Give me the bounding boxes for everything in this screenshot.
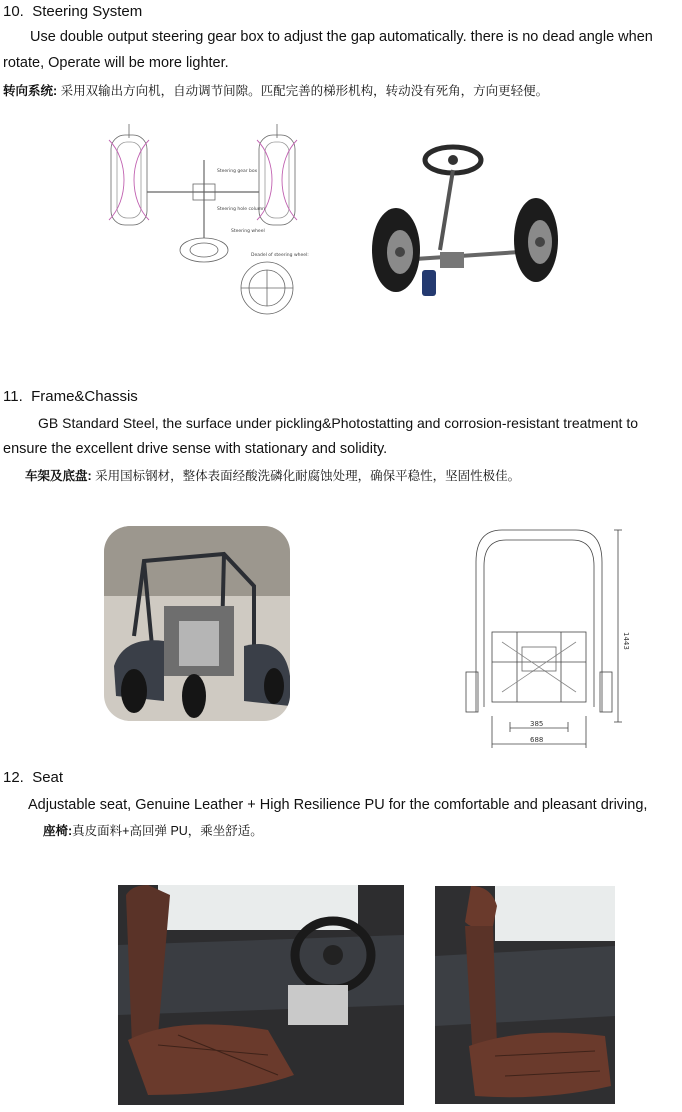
dimension-inner: 385 xyxy=(530,720,544,728)
steering-line-diagram xyxy=(103,120,313,325)
section-title: Seat xyxy=(32,769,64,786)
chassis-technical-drawing xyxy=(462,522,630,758)
cn-text: 采用国标钢材，整体表面经酸洗磷化耐腐蚀处理，确保平稳性，坚固性极佳。 xyxy=(91,469,521,483)
section-12-heading xyxy=(3,769,63,786)
seat-photo-side xyxy=(435,886,615,1104)
cn-text: 真皮面料+高回弹 PU，乘坐舒适。 xyxy=(72,824,263,838)
section-10-heading xyxy=(3,3,142,20)
cn-text: 采用双输出方向机，自动调节间隙。匹配完善的梯形机构，转动没有死角，方向更轻便。 xyxy=(57,84,549,98)
section-title: Steering System xyxy=(32,3,143,20)
section-10-description-line-2: rotate, Operate will be more lighter. xyxy=(3,55,229,71)
cn-label: 座椅: xyxy=(43,824,73,838)
steering-system-photo xyxy=(360,140,570,315)
cn-label: 转向系统: xyxy=(3,84,58,98)
label-steering-gear-box: Steering gear box xyxy=(217,169,258,174)
section-11-description-line-1: GB Standard Steel, the surface under pickling&Photostatting and corrosion-resistant treatment to xyxy=(38,415,638,431)
section-11-chinese-description xyxy=(25,467,520,485)
section-11-description-line-2: ensure the excellent drive sense with stationary and solidity. xyxy=(3,441,388,457)
section-12-chinese-description xyxy=(43,822,263,840)
label-steering-wheel: Steering wheel xyxy=(231,229,265,234)
dimension-outer: 688 xyxy=(530,736,544,744)
section-number: 10. xyxy=(3,3,24,20)
section-10-description-line-1: Use double output steering gear box to adjust the gap automatically. there is no dead angle when xyxy=(30,29,653,45)
section-number: 11. xyxy=(3,388,23,405)
section-12-description-line-1: Adjustable seat, Genuine Leather + High Resilience PU for the comfortable and pleasant driving, xyxy=(28,797,648,813)
seat-photo-interior xyxy=(118,885,404,1105)
cn-label: 车架及底盘: xyxy=(25,469,92,483)
section-11-heading xyxy=(3,388,138,405)
chassis-photo xyxy=(104,526,290,721)
section-title: Frame&Chassis xyxy=(31,388,138,405)
section-number: 12. xyxy=(3,769,24,786)
label-steering-column: Steering hole column xyxy=(217,207,266,212)
section-10-chinese-description xyxy=(3,82,548,100)
label-dead-angle: Deadel of steering wheel: xyxy=(251,253,309,258)
dimension-height: 1443 xyxy=(622,632,630,650)
